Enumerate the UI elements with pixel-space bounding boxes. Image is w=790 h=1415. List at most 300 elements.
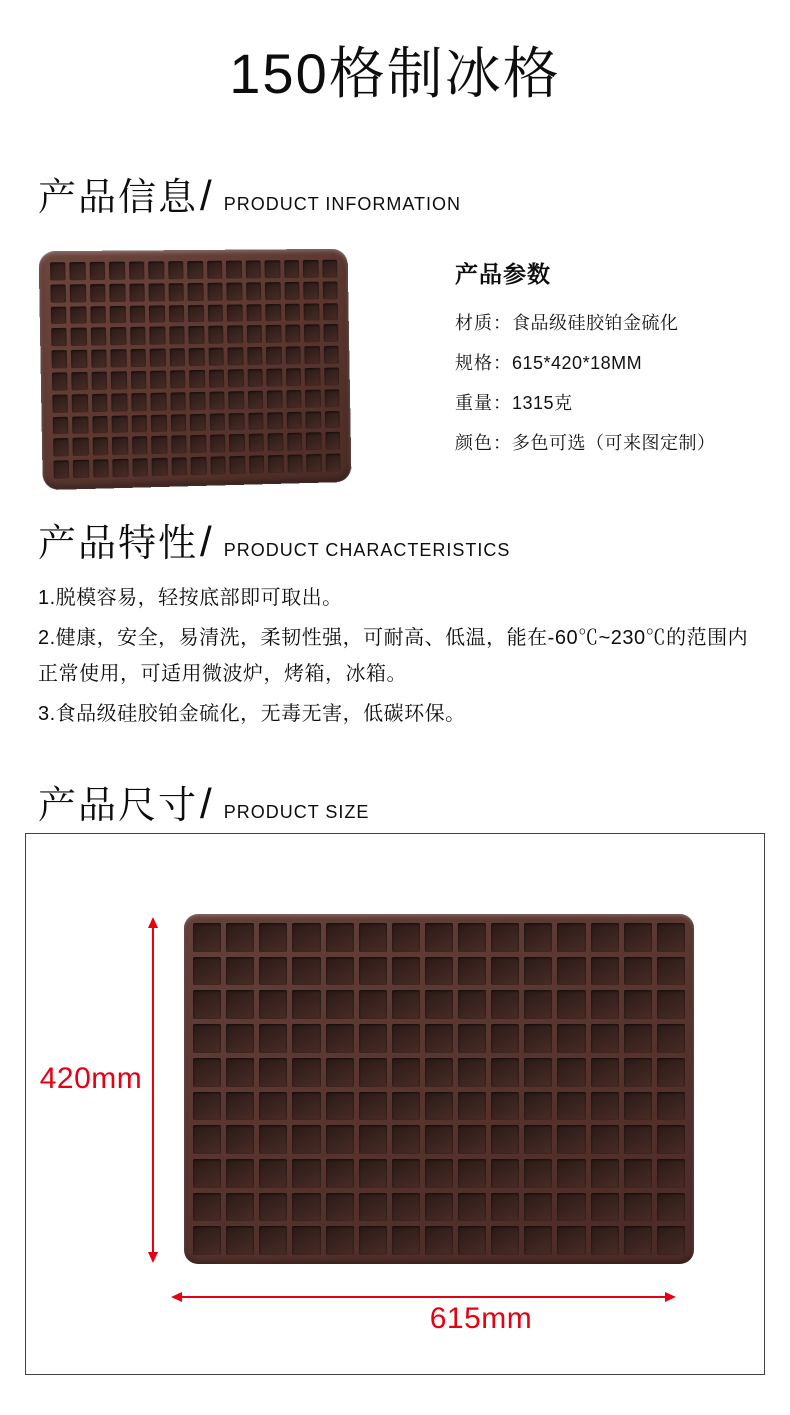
section-heading-product-characteristics	[38, 512, 510, 567]
ice-cube-cell	[259, 1159, 287, 1188]
param-label: 重量：	[455, 393, 512, 413]
ice-cube-cell	[557, 957, 585, 986]
ice-cube-cell	[591, 1024, 619, 1053]
ice-cube-cell	[91, 350, 107, 368]
ice-cube-cell	[93, 437, 109, 455]
ice-cube-cell	[326, 1159, 354, 1188]
height-dimension-arrow	[148, 917, 158, 1263]
ice-cube-cell	[259, 1058, 287, 1087]
ice-cube-cell	[150, 349, 166, 367]
feature-list	[38, 580, 756, 736]
ice-cube-cell	[208, 304, 224, 322]
ice-cube-cell	[491, 1092, 519, 1121]
ice-cube-cell	[148, 261, 164, 279]
ice-cube-cell	[458, 1092, 486, 1121]
ice-cube-cell	[657, 1058, 685, 1087]
ice-cube-cell	[303, 260, 318, 278]
ice-cube-cell	[227, 304, 243, 322]
ice-cube-cell	[113, 459, 129, 477]
ice-cube-cell	[292, 957, 320, 986]
product-parameters	[455, 256, 716, 463]
ice-cube-cell	[193, 1159, 221, 1188]
ice-cube-cell	[292, 1024, 320, 1053]
ice-cube-cell	[657, 923, 685, 952]
ice-cube-cell	[324, 389, 339, 407]
ice-cube-cell	[132, 437, 148, 455]
ice-cube-cell	[129, 261, 145, 279]
ice-cube-cell	[208, 348, 224, 366]
ice-cube-cell	[458, 1024, 486, 1053]
section-heading-zh: 产品尺寸	[38, 785, 199, 827]
param-row-material	[455, 303, 716, 343]
param-label: 规格：	[455, 353, 512, 373]
ice-cube-cell	[266, 325, 282, 343]
ice-cube-cell	[247, 347, 263, 365]
ice-cube-cell	[110, 305, 126, 323]
ice-cube-cell	[90, 284, 106, 302]
ice-cube-cell	[305, 389, 320, 407]
ice-cube-cell	[624, 1226, 652, 1255]
ice-cube-cell	[285, 303, 300, 321]
ice-cube-cell	[208, 326, 224, 344]
ice-cube-cell	[557, 1193, 585, 1222]
ice-cube-cell	[71, 306, 87, 324]
ice-cube-cell	[491, 1193, 519, 1222]
ice-cube-cell	[52, 350, 68, 368]
ice-cube-cell	[226, 990, 254, 1019]
ice-cube-cell	[229, 434, 245, 452]
ice-cube-cell	[425, 1125, 453, 1154]
ice-cube-cell	[52, 394, 68, 412]
ice-cube-cell	[491, 1226, 519, 1255]
ice-cube-cell	[304, 346, 319, 364]
ice-cube-cell	[188, 305, 204, 323]
ice-cube-cell	[228, 391, 244, 409]
ice-cube-cell	[132, 415, 148, 433]
ice-cube-cell	[359, 923, 387, 952]
ice-cube-cell	[491, 1024, 519, 1053]
ice-cube-cell	[292, 990, 320, 1019]
ice-cube-cell	[150, 371, 166, 389]
ice-cube-cell	[392, 957, 420, 986]
ice-cube-cell	[303, 281, 318, 299]
param-row-color	[455, 423, 716, 463]
section-heading-en: PRODUCT CHARACTERISTICS	[223, 540, 511, 560]
ice-cube-cell	[359, 1024, 387, 1053]
param-value: 食品级硅胶铂金硫化	[512, 313, 679, 333]
ice-cube-cell	[209, 413, 225, 431]
height-dimension-label: 420mm	[39, 1062, 143, 1095]
ice-cube-cell	[557, 923, 585, 952]
ice-cube-cell	[326, 1092, 354, 1121]
ice-cube-cell	[392, 923, 420, 952]
ice-cube-cell	[268, 455, 284, 473]
ice-cube-cell	[304, 303, 319, 321]
ice-cube-cell	[326, 1226, 354, 1255]
ice-cube-cell	[286, 390, 301, 408]
width-dimension-label: 615mm	[429, 1302, 533, 1335]
ice-cube-cell	[524, 957, 552, 986]
ice-cube-cell	[323, 346, 338, 364]
ice-cube-cell	[326, 923, 354, 952]
ice-cube-cell	[171, 457, 187, 475]
ice-cube-cell	[524, 990, 552, 1019]
ice-cube-cell	[259, 923, 287, 952]
ice-cube-cell	[458, 1193, 486, 1222]
ice-cube-cell	[458, 957, 486, 986]
arrowhead-down-icon	[148, 1252, 158, 1263]
ice-cube-cell	[292, 1193, 320, 1222]
ice-cube-cell	[149, 283, 165, 301]
ice-cube-cell	[227, 282, 243, 300]
param-value: 多色可选（可来图定制）	[512, 433, 716, 453]
ice-cube-cell	[557, 1125, 585, 1154]
ice-cube-cell	[425, 1226, 453, 1255]
ice-cube-cell	[524, 1024, 552, 1053]
ice-cube-cell	[322, 260, 337, 278]
ice-cube-cell	[458, 1125, 486, 1154]
ice-cube-cell	[110, 284, 126, 302]
ice-tray-grid	[50, 260, 341, 479]
ice-cube-cell	[210, 435, 226, 453]
ice-cube-cell	[226, 957, 254, 986]
ice-cube-cell	[168, 283, 184, 301]
param-row-weight	[455, 383, 716, 423]
ice-cube-cell	[93, 459, 109, 477]
section-heading-zh: 产品信息	[38, 177, 199, 219]
ice-cube-cell	[71, 328, 87, 346]
size-diagram-box	[25, 833, 765, 1375]
dimension-line	[152, 923, 154, 1257]
ice-cube-cell	[524, 1092, 552, 1121]
ice-cube-cell	[292, 1159, 320, 1188]
ice-cube-cell	[53, 438, 69, 456]
ice-cube-cell	[267, 412, 283, 430]
ice-cube-cell	[259, 1193, 287, 1222]
ice-cube-cell	[226, 923, 254, 952]
ice-cube-cell	[657, 1226, 685, 1255]
ice-cube-cell	[591, 1092, 619, 1121]
ice-cube-cell	[425, 923, 453, 952]
ice-cube-cell	[131, 371, 147, 389]
ice-cube-cell	[248, 412, 264, 430]
ice-cube-cell	[359, 1226, 387, 1255]
ice-cube-cell	[305, 368, 320, 386]
ice-cube-cell	[247, 369, 263, 387]
ice-cube-cell	[657, 1159, 685, 1188]
ice-cube-cell	[392, 1125, 420, 1154]
ice-cube-cell	[230, 456, 246, 474]
ice-cube-cell	[657, 1193, 685, 1222]
ice-cube-cell	[169, 305, 185, 323]
ice-cube-cell	[170, 370, 186, 388]
ice-cube-cell	[425, 1159, 453, 1188]
ice-cube-cell	[91, 328, 107, 346]
ice-cube-cell	[226, 1125, 254, 1154]
ice-cube-cell	[624, 923, 652, 952]
ice-cube-cell	[189, 348, 205, 366]
ice-cube-cell	[50, 262, 66, 280]
section-heading-product-size	[38, 774, 369, 829]
ice-cube-cell	[306, 454, 321, 472]
ice-tray-top-view	[184, 914, 694, 1264]
ice-cube-cell	[190, 413, 206, 431]
param-label: 颜色：	[455, 433, 512, 453]
ice-cube-cell	[152, 458, 168, 476]
ice-cube-cell	[524, 923, 552, 952]
ice-cube-cell	[285, 325, 300, 343]
ice-cube-cell	[193, 1226, 221, 1255]
ice-cube-cell	[325, 454, 340, 472]
ice-cube-cell	[130, 349, 146, 367]
ice-cube-cell	[326, 1024, 354, 1053]
section-heading-slash: /	[200, 780, 212, 827]
arrowhead-right-icon	[665, 1292, 676, 1302]
ice-cube-cell	[226, 1024, 254, 1053]
ice-cube-cell	[70, 262, 86, 280]
ice-cube-cell	[591, 1226, 619, 1255]
feature-item: 1.脱模容易，轻按底部即可取出。	[38, 587, 343, 609]
section-heading-en: PRODUCT INFORMATION	[223, 194, 462, 214]
ice-cube-cell	[151, 392, 167, 410]
ice-cube-cell	[226, 1058, 254, 1087]
ice-cube-cell	[131, 393, 147, 411]
ice-cube-cell	[524, 1058, 552, 1087]
ice-cube-cell	[190, 392, 206, 410]
ice-cube-cell	[171, 436, 187, 454]
ice-cube-cell	[193, 1125, 221, 1154]
ice-cube-cell	[51, 328, 67, 346]
ice-cube-cell	[624, 1058, 652, 1087]
ice-cube-cell	[657, 1024, 685, 1053]
section-heading-en: PRODUCT SIZE	[223, 802, 370, 822]
product-photo	[39, 249, 352, 490]
ice-cube-cell	[193, 1024, 221, 1053]
ice-cube-cell	[306, 433, 321, 451]
ice-cube-cell	[285, 347, 300, 365]
ice-cube-cell	[624, 1092, 652, 1121]
ice-cube-cell	[72, 372, 88, 390]
ice-cube-cell	[491, 1159, 519, 1188]
ice-cube-cell	[624, 990, 652, 1019]
ice-cube-cell	[591, 990, 619, 1019]
ice-cube-cell	[73, 416, 89, 434]
ice-cube-cell	[228, 347, 244, 365]
ice-cube-cell	[491, 1058, 519, 1087]
ice-cube-cell	[169, 327, 185, 345]
ice-cube-cell	[54, 460, 70, 478]
ice-cube-cell	[557, 1092, 585, 1121]
ice-cube-cell	[657, 990, 685, 1019]
ice-cube-cell	[193, 1193, 221, 1222]
ice-cube-cell	[425, 1092, 453, 1121]
section-heading-product-information	[38, 166, 461, 221]
ice-cube-cell	[246, 304, 262, 322]
param-value: 615*420*18MM	[512, 353, 643, 373]
ice-cube-cell	[111, 349, 127, 367]
ice-cube-cell	[112, 437, 128, 455]
ice-cube-cell	[51, 306, 67, 324]
ice-cube-cell	[292, 1058, 320, 1087]
page-title: 150格制冰格	[229, 42, 561, 105]
ice-cube-cell	[557, 1024, 585, 1053]
ice-cube-cell	[132, 458, 148, 476]
ice-cube-cell	[557, 990, 585, 1019]
param-row-spec	[455, 343, 716, 383]
ice-cube-cell	[73, 460, 89, 478]
ice-cube-cell	[624, 957, 652, 986]
ice-cube-cell	[266, 347, 282, 365]
ice-cube-cell	[52, 372, 68, 390]
ice-cube-cell	[189, 326, 205, 344]
ice-cube-cell	[458, 1058, 486, 1087]
ice-cube-cell	[193, 1092, 221, 1121]
ice-cube-cell	[458, 990, 486, 1019]
ice-cube-cell	[359, 1092, 387, 1121]
ice-tray-grid	[193, 923, 685, 1255]
ice-cube-cell	[624, 1024, 652, 1053]
ice-cube-cell	[226, 1159, 254, 1188]
ice-cube-cell	[193, 957, 221, 986]
ice-cube-cell	[207, 283, 223, 301]
ice-cube-cell	[359, 1193, 387, 1222]
ice-cube-cell	[248, 434, 264, 452]
ice-cube-cell	[359, 990, 387, 1019]
ice-cube-cell	[193, 1058, 221, 1087]
ice-cube-cell	[191, 457, 207, 475]
ice-cube-cell	[190, 435, 206, 453]
ice-cube-cell	[189, 370, 205, 388]
ice-cube-cell	[624, 1125, 652, 1154]
ice-cube-cell	[265, 282, 281, 300]
ice-cube-cell	[170, 392, 186, 410]
ice-cube-cell	[392, 1159, 420, 1188]
ice-cube-cell	[227, 326, 243, 344]
ice-cube-cell	[71, 350, 87, 368]
ice-cube-cell	[53, 416, 69, 434]
ice-cube-cell	[226, 261, 242, 279]
ice-cube-cell	[226, 1193, 254, 1222]
ice-cube-cell	[266, 368, 282, 386]
ice-cube-cell	[305, 411, 320, 429]
ice-cube-cell	[284, 260, 299, 278]
ice-cube-cell	[287, 433, 302, 451]
ice-cube-cell	[50, 284, 66, 302]
ice-cube-cell	[326, 990, 354, 1019]
ice-cube-cell	[491, 923, 519, 952]
ice-cube-cell	[259, 990, 287, 1019]
ice-cube-cell	[259, 1024, 287, 1053]
ice-cube-cell	[248, 391, 264, 409]
section-heading-slash: /	[200, 172, 212, 219]
ice-cube-cell	[591, 1125, 619, 1154]
section-heading-zh: 产品特性	[38, 523, 199, 565]
ice-cube-cell	[524, 1226, 552, 1255]
ice-cube-cell	[171, 414, 187, 432]
ice-cube-cell	[524, 1125, 552, 1154]
ice-tray-image	[39, 249, 352, 490]
ice-cube-cell	[491, 1125, 519, 1154]
ice-cube-cell	[151, 414, 167, 432]
ice-cube-cell	[491, 990, 519, 1019]
ice-cube-cell	[304, 325, 319, 343]
ice-cube-cell	[112, 415, 128, 433]
ice-cube-cell	[392, 1024, 420, 1053]
ice-cube-cell	[591, 1058, 619, 1087]
ice-cube-cell	[247, 325, 263, 343]
ice-cube-cell	[286, 368, 301, 386]
ice-cube-cell	[624, 1193, 652, 1222]
ice-cube-cell	[425, 1024, 453, 1053]
ice-cube-cell	[557, 1159, 585, 1188]
ice-cube-cell	[292, 1125, 320, 1154]
ice-cube-cell	[325, 432, 340, 450]
ice-cube-cell	[70, 284, 86, 302]
ice-cube-cell	[226, 1226, 254, 1255]
param-value: 1315克	[512, 393, 573, 413]
parameters-heading: 产品参数	[455, 261, 551, 287]
ice-cube-cell	[557, 1058, 585, 1087]
ice-cube-cell	[170, 348, 186, 366]
ice-cube-cell	[210, 456, 226, 474]
ice-cube-cell	[392, 1193, 420, 1222]
ice-cube-cell	[657, 1092, 685, 1121]
ice-cube-cell	[265, 304, 281, 322]
ice-cube-cell	[130, 327, 146, 345]
ice-cube-cell	[268, 433, 284, 451]
width-dimension-arrow	[171, 1292, 676, 1302]
ice-cube-cell	[359, 1058, 387, 1087]
ice-cube-cell	[557, 1226, 585, 1255]
dimension-line	[177, 1296, 670, 1298]
ice-cube-cell	[188, 283, 204, 301]
ice-cube-cell	[245, 260, 261, 278]
ice-cube-cell	[259, 957, 287, 986]
ice-cube-cell	[90, 262, 106, 280]
ice-cube-cell	[425, 990, 453, 1019]
ice-cube-cell	[392, 1058, 420, 1087]
ice-cube-cell	[209, 391, 225, 409]
ice-cube-cell	[110, 327, 126, 345]
ice-cube-cell	[326, 957, 354, 986]
feature-item: 3.食品级硅胶铂金硫化，无毒无害，低碳环保。	[38, 703, 466, 725]
ice-cube-cell	[229, 413, 245, 431]
ice-cube-cell	[491, 957, 519, 986]
ice-cube-cell	[73, 438, 89, 456]
ice-cube-cell	[591, 957, 619, 986]
ice-cube-cell	[458, 1159, 486, 1188]
ice-cube-cell	[92, 415, 108, 433]
ice-cube-cell	[323, 303, 338, 321]
ice-cube-cell	[326, 1125, 354, 1154]
ice-cube-cell	[207, 261, 223, 279]
ice-cube-cell	[249, 456, 265, 474]
ice-cube-cell	[292, 1092, 320, 1121]
ice-cube-cell	[392, 1226, 420, 1255]
ice-cube-cell	[425, 957, 453, 986]
ice-cube-cell	[246, 282, 262, 300]
ice-cube-cell	[193, 923, 221, 952]
ice-cube-cell	[149, 305, 165, 323]
ice-cube-cell	[359, 957, 387, 986]
feature-item: 2.健康，安全，易清洗，柔韧性强，可耐高、低温，能在-60℃~230℃的范围内正常使用，可适用微波炉，烤箱，冰箱。	[38, 627, 749, 685]
ice-cube-cell	[129, 283, 145, 301]
ice-cube-cell	[524, 1193, 552, 1222]
ice-cube-cell	[287, 455, 302, 473]
ice-cube-cell	[322, 281, 337, 299]
ice-cube-cell	[187, 261, 203, 279]
ice-cube-cell	[168, 261, 184, 279]
